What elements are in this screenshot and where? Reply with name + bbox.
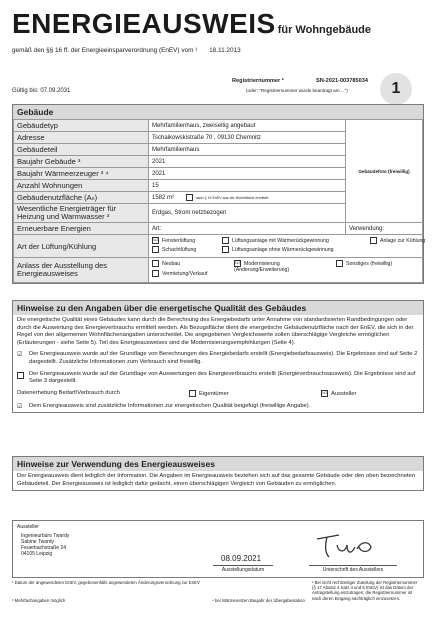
building-table xyxy=(13,119,426,283)
option-lueftung-ohne-wrg[interactable]: Lüftungsanlage ohne Wärmerückgewinnung xyxy=(222,246,334,253)
row-label: Adresse xyxy=(14,132,149,144)
regulation-line xyxy=(12,47,241,54)
checkbox-icon xyxy=(189,390,196,397)
issuer-line: 04105 Leipzig xyxy=(21,551,53,557)
title-sub: für Wohngebäude xyxy=(277,24,371,36)
row-value: 15 xyxy=(149,180,346,192)
registry-label: Registriernummer ² xyxy=(232,78,284,84)
footnote-1: ¹ Datum der angewendeten EnEV, gegebenenfalls angewendeten Änderungsverordnung zur EnEV xyxy=(12,580,200,585)
checkbox-checked-icon: ☑ xyxy=(322,389,327,396)
additional-info-text: Dem Energieausweis sind zusätzliche Informationen zur energetischen Qualität beigefügt (freiwillige Angabe). xyxy=(29,402,311,409)
checkbox-checked-icon: ☑ xyxy=(235,260,240,266)
row-label: Gebäudetyp xyxy=(14,120,149,132)
document-title xyxy=(12,8,371,40)
row-label: Baujahr Gebäude ³ xyxy=(14,156,149,168)
ventilation-options xyxy=(149,235,426,258)
issuer-line: Feuerbachstraße 24 xyxy=(21,545,67,551)
regulation-text: gemäß den §§ 16 ff. der Energieeinsparverordnung (EnEV) vom ¹ xyxy=(12,47,198,54)
footnotes xyxy=(12,580,422,610)
checkbox-icon xyxy=(370,237,377,244)
option-modernisierung[interactable]: ☑ Modernisierung (Änderung/Erweiterung) xyxy=(234,260,290,273)
quality-notes-title: Hinweise zu den Angaben über die energetische Qualität des Gebäudes xyxy=(13,301,423,315)
building-section xyxy=(12,104,424,284)
photo-placeholder: Gebäudefoto (freiwillig) xyxy=(346,120,423,223)
footnote-3: ³ Mehrfachangaben möglich xyxy=(12,598,66,603)
checkbox-checked-icon: ☑ xyxy=(17,352,23,359)
data-collection-row xyxy=(13,388,423,401)
regulation-date: 18.11.2013 xyxy=(209,47,241,54)
verwendung-cell: Verwendung: xyxy=(346,223,423,235)
row-label: Wesentliche Energieträger für Heizung und Warmwasser ³ xyxy=(14,204,149,223)
registry-note: (oder: "Registriernummer wurde beantragt am ...") xyxy=(246,88,348,93)
quality-notes-section xyxy=(12,300,424,413)
usage-notes-paragraph: Der Energieausweis dient lediglich der Information. Die Angaben im Energieausweis beziehen sich auf das gesamte Gebäude oder den oben bezeichneten Gebäudeteil. Der Energieausweis ist lediglich dafür gedacht, einen überschlägigen Vergleich von Gebäuden zu ermöglichen. xyxy=(17,473,415,487)
signature-section xyxy=(12,520,424,578)
usage-notes-section xyxy=(12,456,424,491)
usage-notes-title: Hinweise zur Verwendung des Energieausweises xyxy=(13,457,423,471)
signature-scribble-icon xyxy=(313,527,383,561)
title-main: ENERGIEAUSWEIS xyxy=(12,8,276,39)
footnote-4: ⁴ bei Wärmenetzen Baujahr der Übergabestation xyxy=(212,598,305,603)
issuer-label: Aussteller xyxy=(17,524,39,530)
option-verbrauch-text: Der Energieausweis wurde auf der Grundlage von Auswertungen des Energieverbrauchs erstellt (Energieverbrauchsausweis). Die Ergebnisse sind auf Seite 3 dargestellt. xyxy=(29,370,416,385)
data-collection-label: Datenerhebung Bedarf/Verbrauch durch xyxy=(17,389,120,396)
nutzflaeche-note: nach § 19 EnEV aus der Wohnfläche ermittelt xyxy=(195,196,269,201)
checkbox-icon xyxy=(336,260,343,267)
nutzflaeche-value: 1582 m² xyxy=(152,195,175,202)
occasion-options xyxy=(149,258,423,283)
table-row xyxy=(14,223,423,235)
row-label: Gebäudenutzfläche (Aₙ) xyxy=(14,192,149,204)
checkbox-checked-icon: ☑ xyxy=(17,403,23,410)
option-vermietung[interactable]: Vermietung/Verkauf xyxy=(152,270,207,277)
checkbox-icon xyxy=(222,246,229,253)
row-value: 2021 xyxy=(149,156,346,168)
nutzflaeche-checkbox[interactable] xyxy=(186,194,193,201)
checkbox-icon xyxy=(222,237,229,244)
checkbox-icon xyxy=(152,270,159,277)
row-label: Anzahl Wohnungen xyxy=(14,180,149,192)
option-aussteller[interactable]: ☑ Aussteller xyxy=(322,389,357,397)
option-neubau[interactable]: Neubau xyxy=(152,260,180,267)
row-value: Tschaikowskistraße 70 , 09130 Chemnitz xyxy=(149,132,346,144)
option-bedarf-text: Der Energieausweis wurde auf der Grundlage von Berechnungen des Energiebedarfs erstellt (Energiebedarfsausweis). Die Ergebnisse sind auf Seite 2 dargestellt. Zusätzliche Informationen zum Verbrauch sind freiwillig. xyxy=(29,351,418,365)
option-eigentuemer[interactable]: Eigentümer xyxy=(189,390,229,397)
quality-notes-paragraph: Die energetische Qualität eines Gebäudes kann durch die Berechnung des Energiebedarfs unter Annahme von standardisierten Randbedingungen oder durch die Auswertung des Energieverbrauchs ermittelt werden. Als Bezugsfläche dient die energetische Gebäudenutzfläche nach der EnEV, die sich in der Regel von den allgemeinen Wohnflächenangaben unterscheidet. Die angegebenen Vergleichswerte sollen überschlägige Vergleiche ermöglichen (Erläuterungen - siehe Seite 5). Teil des Energieausweises sind die Modernisierungsempfehlungen (Seite 4). xyxy=(17,317,414,346)
valid-until: Gültig bis: 07.09.2031 xyxy=(12,88,71,94)
table-row xyxy=(14,120,423,132)
row-label: Baujahr Wärmeerzeuger ³ ⁴ xyxy=(14,168,149,180)
issue-date: 08.09.2021 xyxy=(221,554,262,563)
occasion-label: Anlass der Ausstellung des Energieausweises xyxy=(14,258,149,283)
row-value: Erdgas, Strom netzbezogen xyxy=(149,204,346,223)
row-value: 2021 xyxy=(149,168,346,180)
row-value: Mehrfamilienhaus xyxy=(149,144,346,156)
checkbox-checked-icon: ☑ xyxy=(153,237,158,243)
issue-date-label: Ausstellungsdatum xyxy=(213,565,273,573)
issuer-line: Ingenieurbüro Twardy xyxy=(21,533,70,539)
issuer-line: Sabine Twardy xyxy=(21,539,54,545)
ventilation-label: Art der Lüftung/Kühlung xyxy=(14,235,149,258)
option-schachtlueftung[interactable]: Schachtlüftung xyxy=(152,246,196,253)
option-bedarf[interactable] xyxy=(13,349,423,368)
row-value xyxy=(149,192,346,204)
row-value: Art: xyxy=(149,223,346,235)
option-kuehlung[interactable]: Anlage zur Kühlung xyxy=(370,237,430,244)
checkbox-icon xyxy=(152,246,159,253)
issuer-address xyxy=(21,533,69,557)
option-additional-info[interactable] xyxy=(13,401,423,413)
table-row xyxy=(14,235,423,258)
option-lueftung-mit-wrg[interactable]: Lüftungsanlage mit Wärmerückgewinnung xyxy=(222,237,329,244)
signature-label: Unterschrift des Ausstellers xyxy=(309,565,397,573)
option-fensterlueftung[interactable]: ☑ Fensterlüftung xyxy=(153,237,196,244)
table-row xyxy=(14,258,423,283)
building-section-title: Gebäude xyxy=(13,105,423,119)
row-label: Gebäudeteil xyxy=(14,144,149,156)
option-verbrauch[interactable] xyxy=(13,369,423,388)
registry-row xyxy=(12,78,422,98)
option-sonstiges[interactable]: Sonstiges (freiwillig) xyxy=(336,260,392,267)
page-number-badge: 1 xyxy=(380,73,412,105)
row-label: Erneuerbare Energien xyxy=(14,223,149,235)
checkbox-icon xyxy=(152,260,159,267)
row-value: Mehrfamilienhaus, zweiseitig angebaut xyxy=(149,120,346,132)
checkbox-icon xyxy=(17,372,24,379)
footnote-2: ² Bei nicht rechtzeitiger Zuteilung der Registriernummer (§ 17 Absatz 4 Satz 4 und 5 EnEV) ist das Datum der Antragstellung einzutragen; die Registriernummer ist nach deren Eingang nachträglich einzusetzen. xyxy=(312,580,418,601)
registry-number: SN-2021-003785034 xyxy=(316,78,368,84)
